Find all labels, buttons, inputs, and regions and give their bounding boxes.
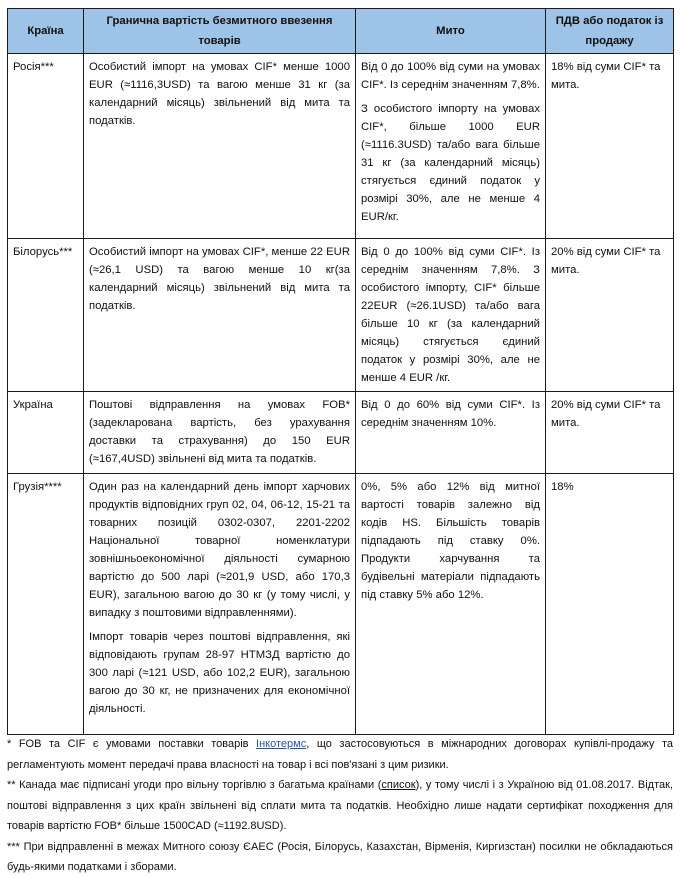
country-cell: Росія*** bbox=[8, 54, 84, 239]
header-vat: ПДВ або податок із продажу bbox=[546, 9, 674, 54]
vat-cell: 20% від суми CIF* та мита. bbox=[546, 239, 674, 392]
table-row-georgia bbox=[8, 474, 674, 735]
country-cell: Україна bbox=[8, 392, 84, 474]
footnote-text: ), у тому числі і з Україною від 01.08.2017. Відтак, поштові відправлення з цих країн звільнені від сплати мита та податків. Необхідно лише надати сертифікат походження для товарів вартістю FOB* більше 1500CAD (≈1192.8USD). bbox=[7, 779, 673, 832]
table-header-row bbox=[8, 9, 674, 54]
footnote-canada bbox=[7, 775, 673, 837]
duty-cell bbox=[356, 54, 546, 239]
table-row-ukraine bbox=[8, 392, 674, 474]
table-row-belarus bbox=[8, 239, 674, 392]
header-country: Країна bbox=[8, 9, 84, 54]
threshold-cell bbox=[84, 392, 356, 474]
footnote-text: ** Канада має підписані угоди про вільну торгівлю з багатьма країнами ( bbox=[7, 779, 382, 791]
threshold-text: Особистий імпорт на умовах CIF*, менше 22 EUR (≈26,1 USD) та вагою менше 10 кг(за календарний місяць) звільнений від мита та податків. bbox=[89, 246, 350, 312]
footnote-incoterms bbox=[7, 734, 673, 775]
country-list-link[interactable]: список bbox=[381, 779, 416, 791]
threshold-cell bbox=[84, 54, 356, 239]
duty-text: Від 0 до 100% від суми CIF*. Із середнім значенням 7,8%. З особистого імпорту, CIF* більше 22EUR (≈26.1USD) та/або вага більше 10 кг (за календарний місяць) стягується єдиний податок у розмірі 30%, але не менше 4 EUR /кг. bbox=[361, 246, 540, 384]
threshold-text: Особистий імпорт на умовах CIF* менше 1000 EUR (≈1116,3USD) та вагою менше 31 кг (за календарний місяць) звільнений від мита та податків. bbox=[89, 61, 350, 127]
country-cell: Білорусь*** bbox=[8, 239, 84, 392]
threshold-text: Один раз на календарний день імпорт харчових продуктів відповідних груп 02, 04, 06-12, 15-21 та товарних позицій 0302-0307, 2201-2202 Національної товарної номенклатури зовнішньоекономічної діяльності сумарною вартістю до 500 ларі (≈201,9 USD, або 170,3 EUR), загальною вагою до 30 кг (у тому числі, у випадку з поштовими відправленнями). bbox=[89, 481, 350, 619]
header-threshold: Гранична вартість безмитного ввезення товарів bbox=[84, 9, 356, 54]
footnote-eaeu: *** При відправленні в межах Митного союзу ЄАЕС (Росія, Білорусь, Казахстан, Вірменія, Киргизстан) посилки не обкладаються будь-якими податками і зборами. bbox=[7, 840, 673, 873]
table-row-russia bbox=[8, 54, 674, 239]
threshold-cell bbox=[84, 239, 356, 392]
duty-cell bbox=[356, 392, 546, 474]
threshold-text: Імпорт товарів через поштові відправлення, які відповідають групам 28-97 НТМЗД вартістю до 300 ларі (≈121 USD, або 102,2 EUR), загальною вагою до 30 кг, не призначених для економічної діяльності. bbox=[89, 631, 350, 715]
duty-text: Від 0 до 60% від суми CIF*. Із середнім значенням 10%. bbox=[361, 399, 540, 429]
incoterms-link[interactable]: Інкотермс bbox=[256, 738, 307, 750]
vat-cell: 18% bbox=[546, 474, 674, 735]
threshold-text: Поштові відправлення на умовах FOB* (задекларована вартість, без урахування доставки та страхування) до 150 EUR (≈167,4USD) звільнені від мита та податків. bbox=[89, 399, 350, 465]
footnotes bbox=[7, 734, 673, 878]
duty-text: 0%, 5% або 12% від митної вартості товарів залежно від кодів HS. Більшість товарів підпадають під ставку 0%. Продукти харчування та будівельні матеріали підпадають під ставку 5% або 12%. bbox=[361, 481, 540, 601]
threshold-cell bbox=[84, 474, 356, 735]
duty-text: З особистого імпорту на умовах CIF*, більше 1000 EUR (≈1116.3USD) та/або вага більше 31 кг (за календарний місяць) стягується єдиний податок у розмірі 30%, але не менше 4 EUR/кг. bbox=[361, 103, 540, 223]
header-duty: Мито bbox=[356, 9, 546, 54]
duty-cell bbox=[356, 474, 546, 735]
vat-cell: 20% від суми CIF* та мита. bbox=[546, 392, 674, 474]
footnote-text: * FOB та CIF є умовами поставки товарів bbox=[7, 738, 257, 750]
customs-table bbox=[7, 8, 674, 735]
vat-cell: 18% від суми CIF* та мита. bbox=[546, 54, 674, 239]
duty-cell bbox=[356, 239, 546, 392]
country-cell: Грузія**** bbox=[8, 474, 84, 735]
duty-text: Від 0 до 100% від суми на умовах CIF*. Із середнім значенням 7,8%. bbox=[361, 61, 540, 91]
footnote-text: , що застосовуються в міжнародних договорах купівлі-продажу та регламентують момент передачі права власності на товар і всі пов'язані з цим ризики. bbox=[7, 738, 673, 771]
